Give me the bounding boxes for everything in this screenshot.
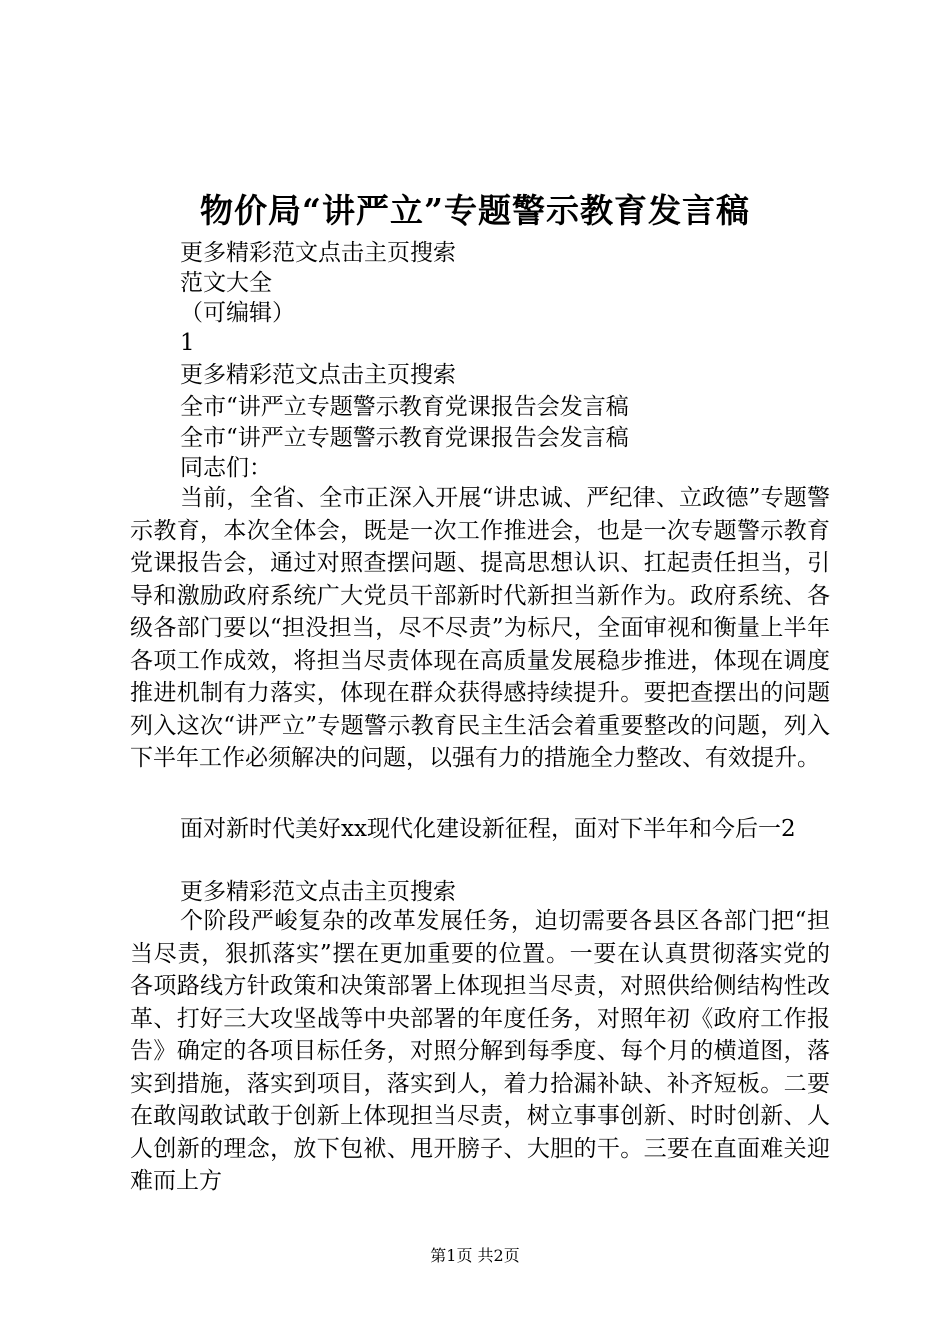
- header-line: 更多精彩范文点击主页搜索: [180, 362, 456, 388]
- body-paragraph: 面对新时代美好xx现代化建设新征程，面对下半年和今后一2: [180, 816, 796, 842]
- header-line: 更多精彩范文点击主页搜索: [180, 240, 456, 266]
- header-line: 全市“讲严立专题警示教育党课报告会发言稿: [180, 425, 629, 451]
- salutation: 同志们：: [180, 455, 272, 481]
- body-paragraph: 当前，全省、全市正深入开展“讲忠诚、严纪律、立政德”专题警示教育，本次全体会，既是一次工作推进会，也是一次专题警示教育党课报告会，通过对照查摆问题、提高思想认识、扛起责任担当，引导和激励政府系统广大党员干部新时代新担当新作为。政府系统、各级各部门要以“担没担当，尽不尽责”为标尺，全面审视和衡量上半年各项工作成效，将担当尽责体现在高质量发展稳步推进，体现在调度推进机制有力落实，体现在群众获得感持续提升。要把查摆出的问题列入这次“讲严立”专题警示教育民主生活会着重要整改的问题，列入下半年工作必须解决的问题，以强有力的措施全力整改、有效提升。: [130, 485, 830, 771]
- document-title: 物价局“讲严立”专题警示教育发言稿: [200, 191, 750, 230]
- header-line: 全市“讲严立专题警示教育党课报告会发言稿: [180, 394, 629, 420]
- header-line: （可编辑）: [180, 300, 295, 326]
- body-paragraph: 个阶段严峻复杂的改革发展任务，迫切需要各县区各部门把“担当尽责，狠抓落实”摆在更加重要的位置。一要在认真贯彻落实党的各项路线方针政策和决策部署上体现担当尽责，对照供给侧结构性改革、打好三大攻坚战等中央部署的年度任务，对照年初《政府工作报告》确定的各项目标任务，对照分解到每季度、每个月的横道图，落实到措施，落实到项目，落实到人，着力拾漏补缺、补齐短板。二要在敢闯敢试敢于创新上体现担当尽责，树立事事创新、时时创新、人人创新的理念，放下包袱、甩开膀子、大胆的干。三要在直面难关迎难而上方: [130, 908, 830, 1194]
- header-line: 范文大全: [180, 270, 272, 296]
- header-line: 1: [180, 330, 195, 356]
- page-footer: 第1页 共2页: [430, 1246, 520, 1265]
- mid-line: 更多精彩范文点击主页搜索: [180, 879, 456, 905]
